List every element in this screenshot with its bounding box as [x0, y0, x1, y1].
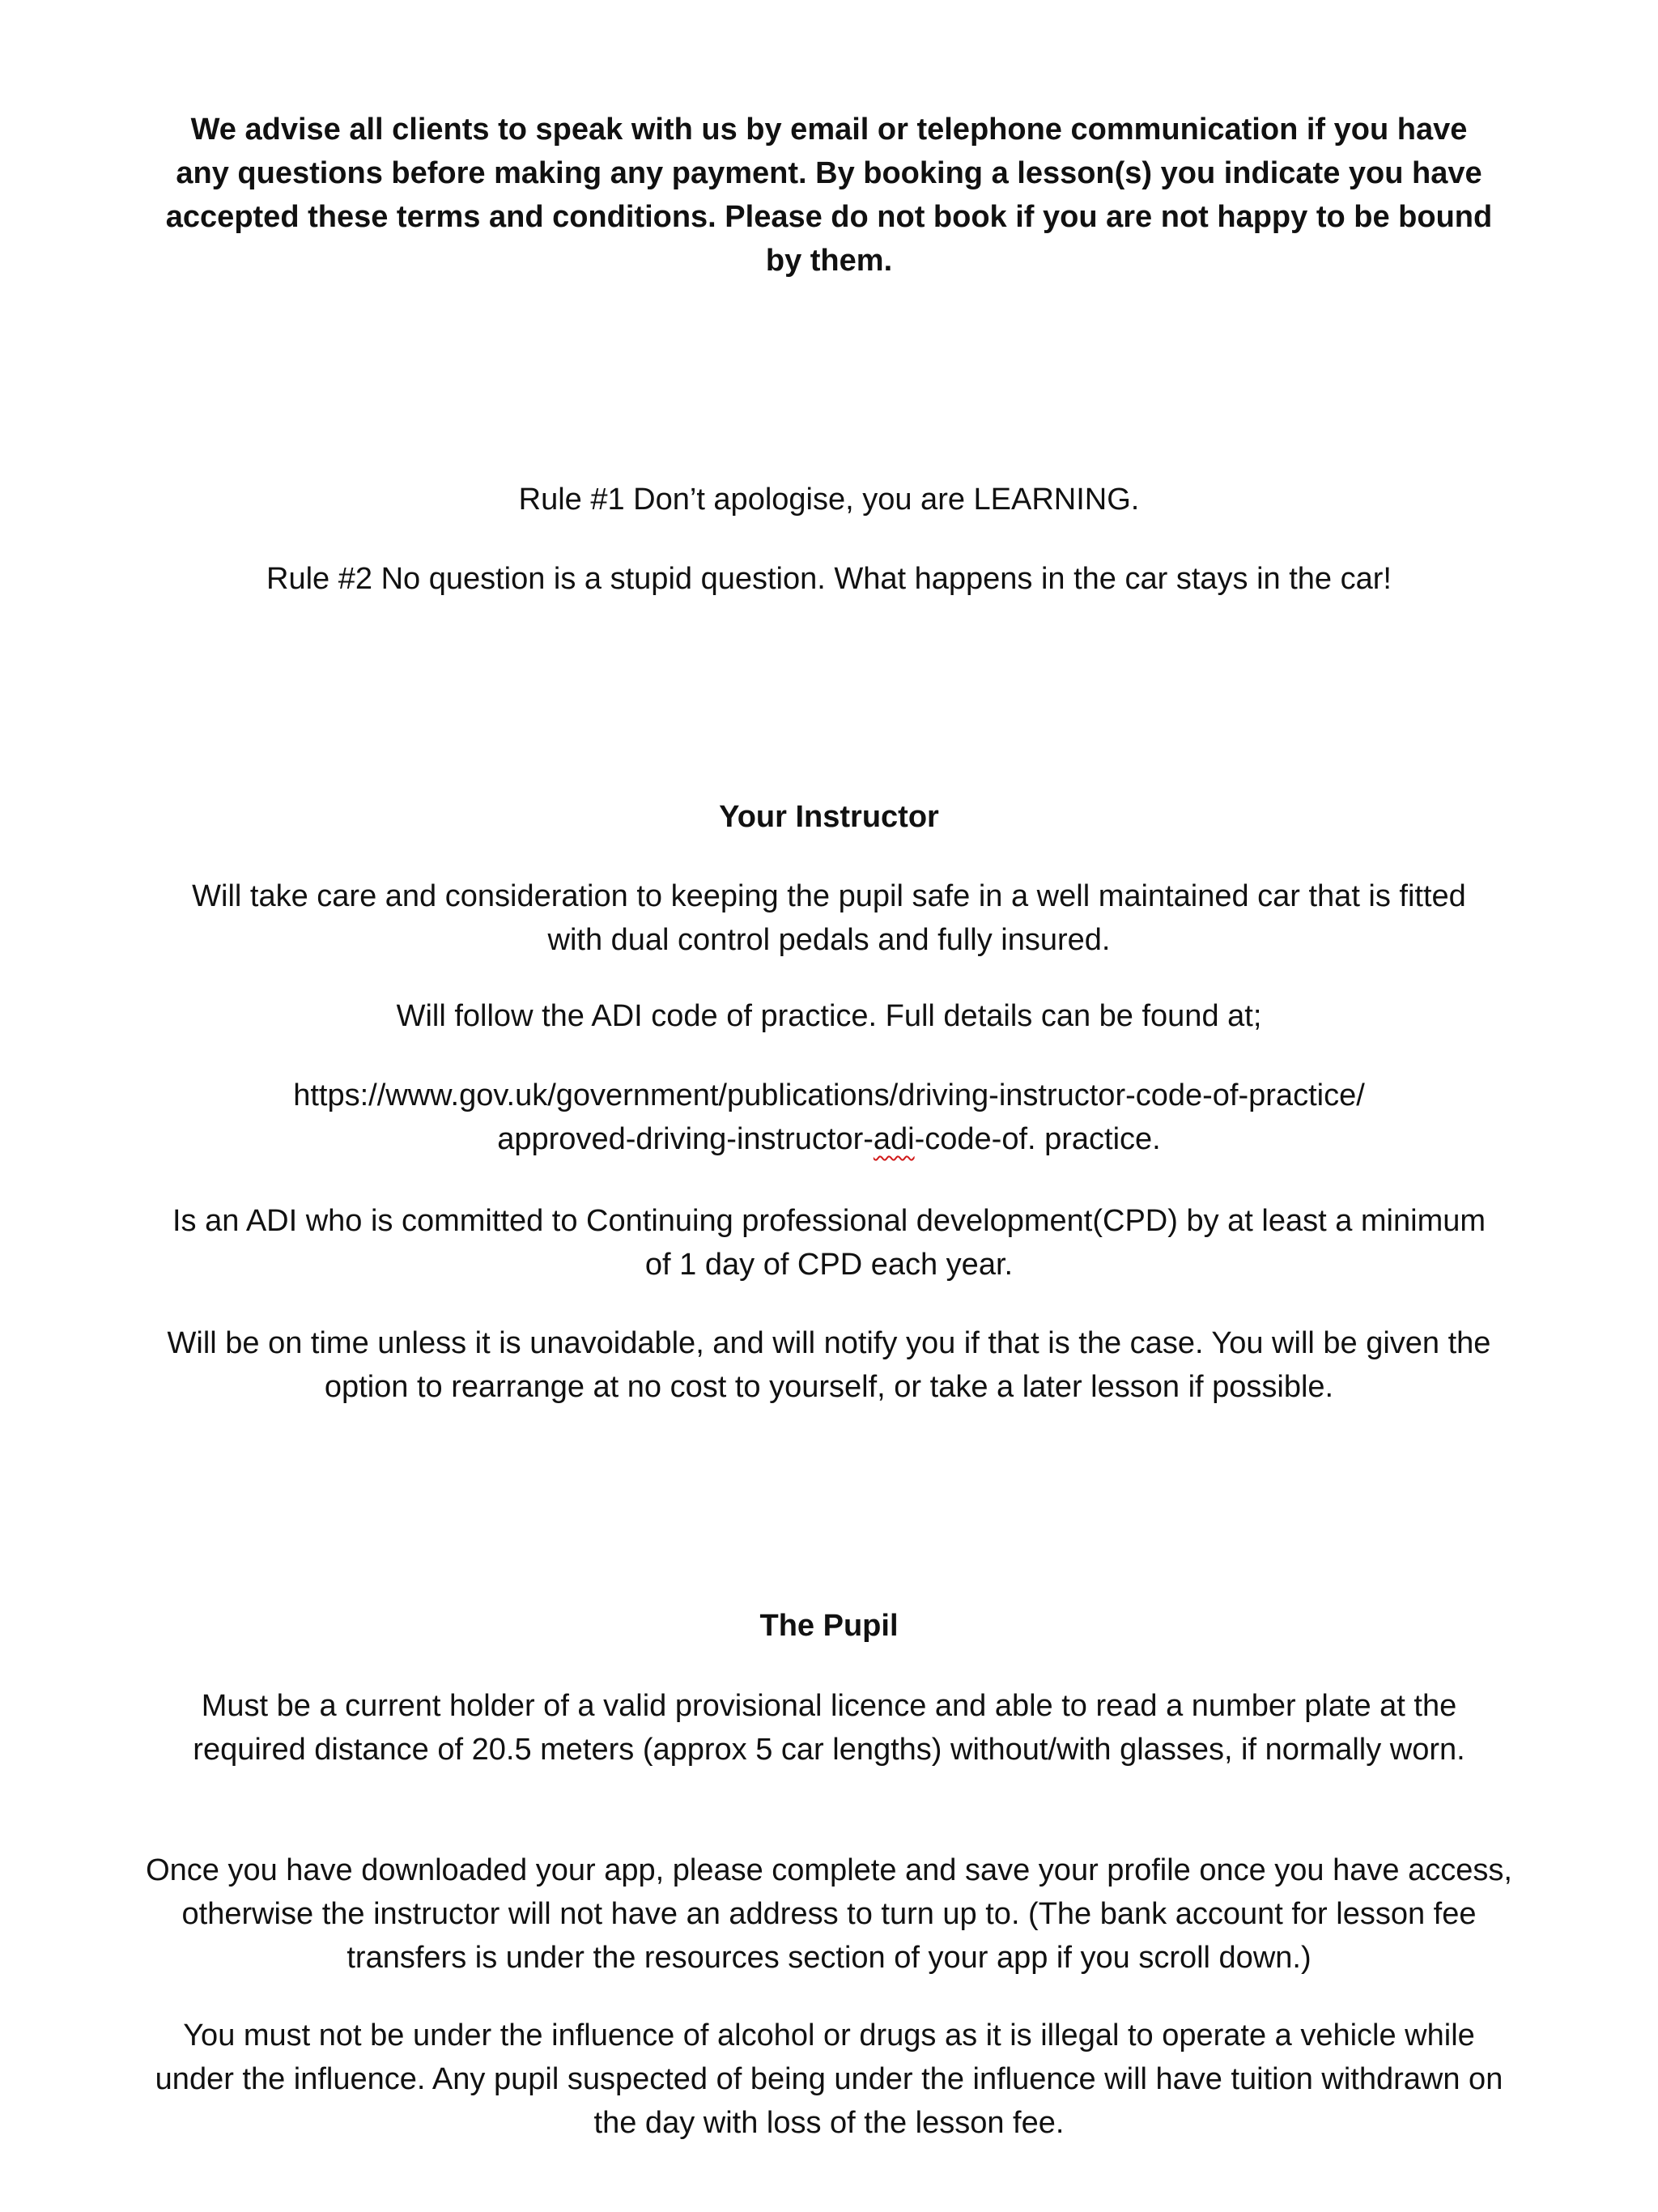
pupil-paragraph-3 — [146, 2014, 1512, 2145]
instructor-p2: Will follow the ADI code of practice. Full details can be found at; — [396, 999, 1262, 1033]
url-line-2-post: -code-of. practice. — [914, 1122, 1161, 1156]
url-line-2-pre: approved-driving-instructor- — [497, 1122, 874, 1156]
rule-2 — [162, 557, 1496, 601]
pupil-p3: You must not be under the influence of alcohol or drugs as it is illegal to operate a vehicle while under the influence. Any pupil suspected of being under the influence will have tuition withdrawn on the day with loss of the lesson fee. — [155, 2018, 1503, 2140]
instructor-p1: Will take care and consideration to keeping the pupil safe in a well maintained car that is fitted with dual control pedals and fully insured. — [192, 879, 1466, 957]
rule-1-text: Rule #1 Don’t apologise, you are LEARNING. — [518, 483, 1140, 517]
instructor-paragraph-3 — [162, 1199, 1496, 1287]
pupil-p2: Once you have downloaded your app, please complete and save your profile once you have access, otherwise the instructor will not have an address to turn up to. (The bank account for lesson fee transfers is under the resources section of your app if you scroll down.) — [146, 1853, 1512, 1975]
instructor-p3: Is an ADI who is committed to Continuing professional development(CPD) by at least a minimum of 1 day of CPD each year. — [172, 1204, 1486, 1282]
rule-1 — [162, 478, 1496, 521]
instructor-paragraph-2 — [162, 994, 1496, 1038]
pupil-paragraph-2 — [146, 1848, 1512, 1980]
intro-text: We advise all clients to speak with us by email or telephone communication if you have any questions before making any payment. By booking a lesson(s) you indicate you have accepted these terms and conditions. Please do not book if you are not happy to be bound by them. — [165, 113, 1493, 278]
instructor-heading: Your Instructor — [719, 800, 939, 834]
pupil-heading: The Pupil — [759, 1609, 899, 1643]
spellcheck-flagged-word: adi — [873, 1122, 915, 1156]
intro-notice — [162, 108, 1496, 283]
pupil-heading-block — [162, 1604, 1496, 1648]
instructor-heading-block — [162, 795, 1496, 839]
url-line-2 — [162, 1117, 1496, 1161]
pupil-p1: Must be a current holder of a valid provisional licence and able to read a number plate at the required distance of 20.5 meters (approx 5 car lengths) without/with glasses, if normally worn. — [193, 1689, 1465, 1767]
pupil-paragraph-1 — [146, 1684, 1512, 1772]
instructor-p4: Will be on time unless it is unavoidable, and will notify you if that is the case. You will be given the option to rearrange at no cost to yourself, or take a later lesson if possible. — [167, 1326, 1491, 1404]
rule-2-text: Rule #2 No question is a stupid question. What happens in the car stays in the car! — [266, 562, 1392, 596]
instructor-paragraph-1 — [162, 874, 1496, 962]
instructor-paragraph-4 — [162, 1321, 1496, 1409]
url-line-1: https://www.gov.uk/government/publications/driving-instructor-code-of-practice/ — [293, 1078, 1365, 1112]
code-of-practice-url — [162, 1074, 1496, 1161]
